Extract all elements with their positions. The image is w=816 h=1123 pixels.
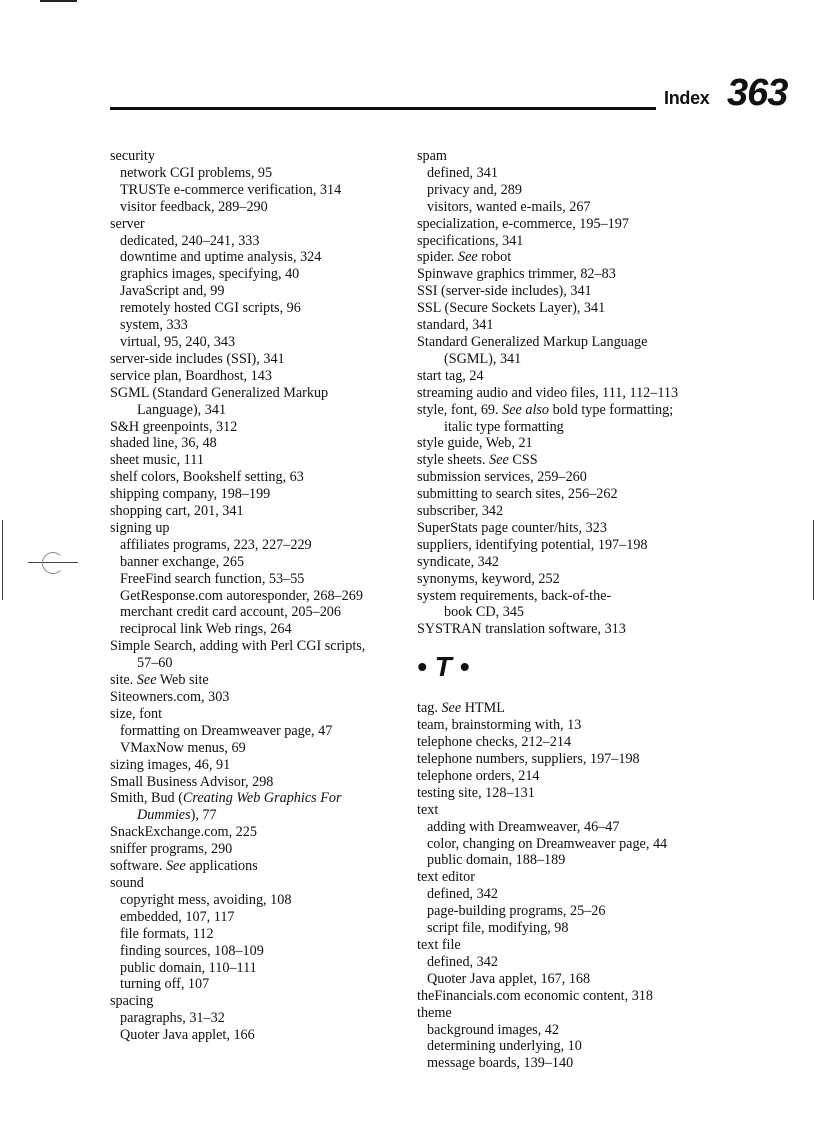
index-entry-text: size, font: [110, 705, 163, 722]
index-entry: [110, 757, 400, 774]
index-entry-text: determining underlying, 10: [427, 1038, 582, 1055]
index-entry: [110, 621, 400, 638]
index-entry: [110, 233, 400, 250]
index-entry-text: site. See Web site: [110, 672, 209, 689]
section-letter-t: • T •: [417, 651, 470, 683]
index-entry-text: Smith, Bud (Creating Web Graphics For: [110, 790, 342, 807]
index-entry: [417, 717, 707, 734]
index-entry: [417, 216, 707, 233]
index-entry-text: visitors, wanted e-mails, 267: [427, 198, 591, 215]
index-entry-text: SYSTRAN translation software, 313: [417, 621, 626, 638]
index-column-left: [110, 148, 400, 1044]
index-entry-text: sizing images, 46, 91: [110, 756, 231, 773]
index-entry-text: streaming audio and video files, 111, 112–113: [417, 384, 679, 401]
index-entry: [417, 836, 707, 853]
index-entry-text: privacy and, 289: [427, 181, 522, 198]
index-entry: [110, 199, 400, 216]
running-header: [110, 74, 790, 114]
index-entry-text: shopping cart, 201, 341: [110, 503, 244, 520]
index-entry-text: shipping company, 198–199: [110, 486, 271, 503]
index-entry: [110, 368, 400, 385]
index-entry: [110, 419, 400, 436]
index-entry-text: page-building programs, 25–26: [427, 903, 606, 920]
index-entry-text: affiliates programs, 223, 227–229: [120, 536, 312, 553]
index-entry-text: telephone checks, 212–214: [417, 734, 572, 751]
index-entry: [417, 503, 707, 520]
index-entry: [110, 486, 400, 503]
index-entry-text: turning off, 107: [120, 976, 210, 993]
index-entry-text: VMaxNow menus, 69: [120, 739, 246, 756]
index-entry: [417, 1022, 707, 1039]
index-entry: [417, 971, 707, 988]
index-entry-text: sound: [110, 874, 144, 891]
index-entry-text: submission services, 259–260: [417, 469, 587, 486]
index-section-s-continued: [417, 148, 707, 638]
index-entry-text: synonyms, keyword, 252: [417, 570, 560, 587]
index-entry: [110, 1027, 400, 1044]
index-entry-text: spam: [417, 148, 447, 164]
index-entry-text: submitting to search sites, 256–262: [417, 486, 618, 503]
header-rule: [110, 107, 656, 110]
index-entry: [110, 148, 400, 165]
index-entry-text: formatting on Dreamweaver page, 47: [120, 722, 333, 739]
index-entry: [110, 790, 400, 824]
index-entry-text: tag. See HTML: [417, 700, 505, 717]
index-entry: [417, 554, 707, 571]
index-entry: [417, 402, 707, 436]
index-entry-text: text file: [417, 936, 461, 953]
index-entry-text: Siteowners.com, 303: [110, 689, 230, 705]
index-entry-text: SGML (Standard Generalized Markup: [110, 384, 329, 401]
index-entry: [110, 571, 400, 588]
index-entry: [110, 943, 400, 960]
index-entry-text: defined, 341: [427, 164, 498, 181]
index-entry: [110, 892, 400, 909]
index-entry-text: adding with Dreamweaver, 46–47: [427, 818, 620, 835]
index-entry: [110, 452, 400, 469]
index-entry: [110, 976, 400, 993]
index-entry: [417, 920, 707, 937]
index-entry: [110, 689, 400, 706]
registration-mark-icon: [42, 552, 64, 574]
index-entry: [417, 886, 707, 903]
index-entry-text: public domain, 110–111: [120, 959, 257, 976]
index-entry-text: text editor: [417, 869, 475, 886]
index-entry-text: network CGI problems, 95: [120, 164, 273, 181]
index-entry: [417, 988, 707, 1005]
index-entry-text: JavaScript and, 99: [120, 283, 225, 300]
index-entry: [110, 554, 400, 571]
index-entry-text: virtual, 95, 240, 343: [120, 333, 236, 350]
index-entry-text: specifications, 341: [417, 232, 524, 249]
index-entry: [417, 368, 707, 385]
index-entry: [417, 452, 707, 469]
page-number: 363: [727, 72, 788, 114]
index-entry-text: theFinancials.com economic content, 318: [417, 987, 653, 1004]
index-entry-text: system, 333: [120, 317, 188, 334]
index-entry: [417, 233, 707, 250]
index-entry: [417, 435, 707, 452]
index-entry-continuation: Language), 341: [137, 401, 227, 418]
index-entry-text: dedicated, 240–241, 333: [120, 232, 260, 249]
index-entry: [110, 283, 400, 300]
index-entry: [110, 588, 400, 605]
index-entry: [110, 503, 400, 520]
index-entry: [110, 926, 400, 943]
index-entry: [110, 249, 400, 266]
index-entry-text: start tag, 24: [417, 367, 484, 384]
index-entry: [110, 723, 400, 740]
index-entry-text: software. See applications: [110, 858, 258, 875]
index-entry: [110, 469, 400, 486]
index-entry-text: server: [110, 215, 145, 232]
index-entry: [417, 1005, 707, 1022]
index-entry-text: FreeFind search function, 53–55: [120, 570, 305, 587]
index-entry: [417, 300, 707, 317]
index-entry-text: SSL (Secure Sockets Layer), 341: [417, 300, 606, 317]
index-entry-continuation: book CD, 345: [444, 604, 525, 621]
index-entry: [110, 993, 400, 1010]
index-entry-text: S&H greenpoints, 312: [110, 418, 238, 435]
index-entry-text: standard, 341: [417, 317, 494, 334]
index-entry: [417, 571, 707, 588]
index-entry-text: remotely hosted CGI scripts, 96: [120, 300, 301, 317]
index-entry-text: script file, modifying, 98: [427, 920, 569, 937]
index-entry: [417, 520, 707, 537]
index-entry-continuation: italic type formatting: [444, 418, 564, 435]
index-entry-continuation: Dummies), 77: [137, 807, 217, 824]
index-section-t: [417, 700, 707, 1072]
index-entry-text: security: [110, 148, 155, 164]
index-entry-text: embedded, 107, 117: [120, 908, 235, 925]
index-entry-text: theme: [417, 1004, 452, 1021]
index-entry-text: style sheets. See CSS: [417, 452, 538, 469]
index-entry-text: message boards, 139–140: [427, 1055, 574, 1072]
index-entry-text: subscriber, 342: [417, 503, 504, 520]
index-entry: [417, 266, 707, 283]
index-entry-text: specialization, e-commerce, 195–197: [417, 215, 629, 232]
index-entry-text: Spinwave graphics trimmer, 82–83: [417, 266, 616, 283]
index-entry-text: GetResponse.com autoresponder, 268–269: [120, 587, 363, 604]
index-entry-text: suppliers, identifying potential, 197–198: [417, 536, 648, 553]
index-entry: [110, 774, 400, 791]
index-entry-text: SnackExchange.com, 225: [110, 824, 257, 841]
index-entry: [417, 283, 707, 300]
index-entry-text: Quoter Java applet, 166: [120, 1027, 255, 1044]
index-entry: [417, 182, 707, 199]
index-entry: [110, 435, 400, 452]
index-entry: [417, 869, 707, 886]
index-entry-text: SSI (server-side includes), 341: [417, 283, 592, 300]
index-entry-text: Small Business Advisor, 298: [110, 773, 274, 790]
index-entry: [417, 1055, 707, 1072]
index-entry: [417, 852, 707, 869]
index-entry-text: style guide, Web, 21: [417, 435, 533, 452]
index-entry: [417, 700, 707, 717]
index-entry-text: paragraphs, 31–32: [120, 1010, 225, 1027]
index-entry-text: shaded line, 36, 48: [110, 435, 217, 452]
index-entry-continuation: (SGML), 341: [444, 350, 522, 367]
index-entry: [110, 520, 400, 537]
index-entry-text: signing up: [110, 519, 170, 536]
index-entry: [110, 960, 400, 977]
index-entry-text: TRUSTe e-commerce verification, 314: [120, 181, 342, 198]
index-entry-text: spider. See robot: [417, 249, 512, 266]
index-entry: [417, 199, 707, 216]
index-entry-text: Standard Generalized Markup Language: [417, 333, 648, 350]
index-entry: [110, 216, 400, 233]
index-entry: [110, 706, 400, 723]
index-entry-text: defined, 342: [427, 953, 498, 970]
index-entry: [417, 954, 707, 971]
index-entry: [417, 903, 707, 920]
index-entry: [417, 317, 707, 334]
index-entry-text: finding sources, 108–109: [120, 942, 264, 959]
index-entry: [417, 148, 707, 165]
index-entry-text: public domain, 188–189: [427, 852, 566, 869]
right-crop-mark: [813, 520, 814, 600]
index-entry: [417, 469, 707, 486]
index-entry: [417, 249, 707, 266]
index-entry: [110, 351, 400, 368]
index-entry: [110, 858, 400, 875]
index-entry-text: sniffer programs, 290: [110, 841, 233, 858]
index-entry: [110, 385, 400, 419]
index-entry-text: shelf colors, Bookshelf setting, 63: [110, 469, 304, 486]
index-entry-text: SuperStats page counter/hits, 323: [417, 519, 607, 536]
index-entry-text: style, font, 69. See also bold type formatting;: [417, 401, 674, 418]
index-entry: [417, 819, 707, 836]
index-column-right: [417, 148, 707, 1072]
index-entry: [417, 588, 707, 622]
index-entry: [417, 621, 707, 638]
index-entry: [417, 768, 707, 785]
index-entry: [417, 802, 707, 819]
index-entry: [110, 909, 400, 926]
index-entry: [110, 672, 400, 689]
index-entry: [110, 824, 400, 841]
index-entry-text: team, brainstorming with, 13: [417, 717, 582, 734]
index-entry: [110, 537, 400, 554]
index-entry-text: Quoter Java applet, 167, 168: [427, 970, 591, 987]
index-entry: [110, 604, 400, 621]
index-entry-continuation: 57–60: [137, 655, 173, 672]
index-entry: [417, 785, 707, 802]
header-label: Index: [664, 88, 710, 108]
index-entry-text: Simple Search, adding with Perl CGI scripts,: [110, 638, 366, 655]
index-entry-text: text: [417, 801, 439, 818]
index-entry-text: defined, 342: [427, 886, 498, 903]
index-entry: [110, 300, 400, 317]
index-entry: [417, 486, 707, 503]
left-crop-mark: [2, 520, 3, 600]
index-entry-text: system requirements, back-of-the-: [417, 587, 612, 604]
index-entry: [110, 638, 400, 672]
index-entry: [417, 537, 707, 554]
index-entry: [417, 385, 707, 402]
index-entry: [417, 751, 707, 768]
index-entry: [110, 317, 400, 334]
top-crop-rule: [40, 0, 77, 2]
index-entry-text: banner exchange, 265: [120, 553, 245, 570]
index-entry: [417, 937, 707, 954]
index-entry: [110, 266, 400, 283]
index-entry: [110, 1010, 400, 1027]
index-entry: [417, 334, 707, 368]
index-entry-text: copyright mess, avoiding, 108: [120, 891, 292, 908]
index-entry-text: spacing: [110, 993, 154, 1010]
index-entry-text: syndicate, 342: [417, 553, 499, 570]
index-entry-text: reciprocal link Web rings, 264: [120, 621, 292, 638]
index-entry-text: telephone orders, 214: [417, 767, 540, 784]
index-entry: [110, 165, 400, 182]
index-entry-text: downtime and uptime analysis, 324: [120, 249, 322, 266]
index-entry: [110, 182, 400, 199]
index-entry: [110, 334, 400, 351]
index-entry: [110, 875, 400, 892]
index-entry-text: service plan, Boardhost, 143: [110, 367, 272, 384]
index-entry-text: background images, 42: [427, 1021, 559, 1038]
index-entry-text: server-side includes (SSI), 341: [110, 350, 285, 367]
index-entry: [417, 734, 707, 751]
index-entry-text: merchant credit card account, 205–206: [120, 604, 341, 621]
index-entry-text: color, changing on Dreamweaver page, 44: [427, 835, 668, 852]
index-entry-text: testing site, 128–131: [417, 784, 535, 801]
index-entry-text: telephone numbers, suppliers, 197–198: [417, 751, 640, 767]
index-entry: [417, 165, 707, 182]
index-entry: [110, 740, 400, 757]
index-entry-text: sheet music, 111: [110, 452, 204, 469]
index-entry-text: file formats, 112: [120, 925, 214, 942]
index-entry-text: visitor feedback, 289–290: [120, 198, 268, 215]
index-entry: [417, 1038, 707, 1055]
index-entry: [110, 841, 400, 858]
index-entry-text: graphics images, specifying, 40: [120, 266, 300, 283]
